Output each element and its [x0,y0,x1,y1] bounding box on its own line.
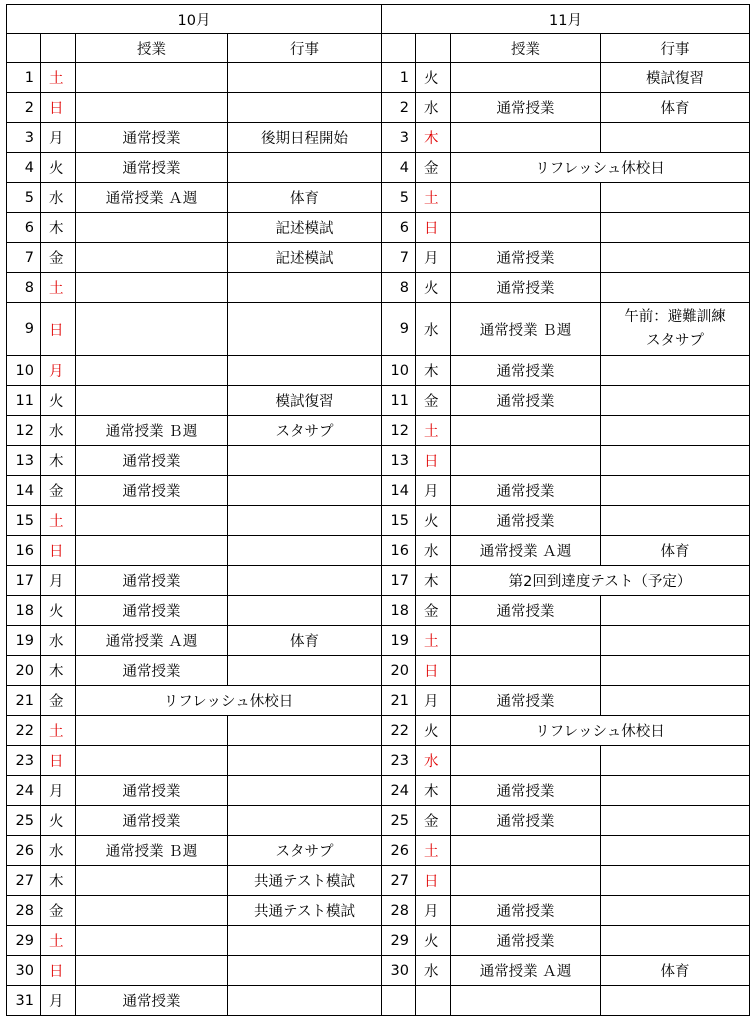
day-number: 25 [7,806,41,836]
event-cell [228,986,382,1016]
event-cell [228,273,382,303]
class-cell [451,836,601,866]
calendar-row [7,213,750,243]
event-cell [601,656,750,686]
day-number: 5 [7,183,41,213]
calendar-row [7,93,750,123]
class-cell: 通常授業 Ｂ週 [451,303,601,356]
event-cell [601,303,750,356]
class-cell: 通常授業 [76,153,228,183]
class-cell [76,356,228,386]
class-cell [76,746,228,776]
header-blank [416,34,451,63]
day-of-week: 木 [416,776,451,806]
calendar-row [7,63,750,93]
calendar-row [7,183,750,213]
class-cell [451,746,601,776]
class-cell: 通常授業 [76,776,228,806]
day-of-week: 木 [41,656,76,686]
event-cell [601,596,750,626]
day-number: 21 [382,686,416,716]
day-of-week: 水 [41,836,76,866]
day-number: 11 [382,386,416,416]
day-of-week: 火 [416,716,451,746]
day-number: 10 [382,356,416,386]
event-cell [228,506,382,536]
event-cell [601,746,750,776]
day-number: 24 [7,776,41,806]
event-cell: 記述模試 [228,243,382,273]
event-cell [228,656,382,686]
column-header-class: 授業 [76,34,228,63]
calendar-row [7,446,750,476]
header-blank [382,34,416,63]
class-cell [451,123,601,153]
event-cell [228,716,382,746]
day-of-week: 金 [416,153,451,183]
calendar-row [7,746,750,776]
event-cell [228,446,382,476]
day-of-week: 月 [416,476,451,506]
day-of-week: 日 [41,746,76,776]
day-of-week: 月 [416,686,451,716]
day-of-week: 火 [416,926,451,956]
day-of-week: 木 [41,446,76,476]
event-cell [601,686,750,716]
day-of-week: 水 [416,956,451,986]
day-of-week: 水 [416,93,451,123]
day-number: 24 [382,776,416,806]
day-of-week: 水 [41,416,76,446]
class-cell: 通常授業 [451,476,601,506]
day-of-week: 月 [416,896,451,926]
day-of-week: 日 [41,536,76,566]
day-of-week: 日 [416,446,451,476]
event-cell [228,596,382,626]
day-number: 20 [7,656,41,686]
calendar-row [7,566,750,596]
class-cell [451,416,601,446]
class-cell: 通常授業 [76,986,228,1016]
event-cell [228,63,382,93]
class-cell: 通常授業 [451,926,601,956]
calendar-row [7,416,750,446]
class-cell [76,926,228,956]
event-cell [601,273,750,303]
day-number: 27 [7,866,41,896]
day-number: 23 [7,746,41,776]
class-cell: 通常授業 Ａ週 [76,626,228,656]
empty-cell [382,986,416,1016]
day-of-week: 火 [41,806,76,836]
day-number: 28 [382,896,416,926]
day-of-week: 火 [416,63,451,93]
calendar-row [7,123,750,153]
day-number: 2 [7,93,41,123]
day-number: 3 [382,123,416,153]
event-cell [601,776,750,806]
day-number: 1 [7,63,41,93]
class-cell: 通常授業 [451,273,601,303]
day-number: 3 [7,123,41,153]
month-title: 10月 [7,5,382,34]
event-cell [228,746,382,776]
class-cell [76,273,228,303]
day-of-week: 月 [41,566,76,596]
day-number: 26 [7,836,41,866]
calendar-row [7,536,750,566]
day-number: 28 [7,896,41,926]
class-cell [76,506,228,536]
class-cell: 通常授業 [76,656,228,686]
day-number: 30 [7,956,41,986]
class-cell [76,93,228,123]
event-cell: スタサプ [228,416,382,446]
event-cell [228,303,382,356]
day-of-week: 土 [41,926,76,956]
empty-cell [416,986,451,1016]
day-number: 17 [7,566,41,596]
day-of-week: 日 [416,656,451,686]
class-cell: 通常授業 [76,446,228,476]
day-number: 29 [7,926,41,956]
class-cell: 通常授業 [451,386,601,416]
event-cell [601,896,750,926]
event-cell [601,926,750,956]
event-cell [228,566,382,596]
day-of-week: 月 [41,986,76,1016]
class-cell: 通常授業 Ａ週 [451,536,601,566]
calendar-row [7,926,750,956]
day-number: 17 [382,566,416,596]
day-of-week: 木 [416,356,451,386]
event-cell [601,446,750,476]
day-of-week: 水 [416,303,451,356]
class-cell [451,213,601,243]
event-cell [601,356,750,386]
day-of-week: 木 [41,866,76,896]
calendar-row [7,806,750,836]
day-number: 11 [7,386,41,416]
day-of-week: 金 [41,243,76,273]
calendar-row [7,956,750,986]
event-cell [601,806,750,836]
class-cell [451,446,601,476]
class-cell: 通常授業 [451,93,601,123]
day-of-week: 金 [416,386,451,416]
event-cell [601,213,750,243]
merged-event-cell: リフレッシュ休校日 [76,686,382,716]
event-cell [228,536,382,566]
class-cell: 通常授業 [76,476,228,506]
class-cell [451,656,601,686]
event-cell: 体育 [601,956,750,986]
day-of-week: 木 [416,566,451,596]
calendar-row [7,243,750,273]
column-header-class: 授業 [451,34,601,63]
class-cell: 通常授業 [76,566,228,596]
class-cell: 通常授業 [451,776,601,806]
day-of-week: 火 [41,596,76,626]
day-number: 13 [382,446,416,476]
class-cell [76,956,228,986]
event-cell [228,926,382,956]
class-cell: 通常授業 [451,356,601,386]
class-cell [451,626,601,656]
class-cell [451,866,601,896]
day-of-week: 日 [416,213,451,243]
day-of-week: 土 [416,416,451,446]
day-of-week: 月 [41,776,76,806]
day-of-week: 土 [41,63,76,93]
class-cell [451,63,601,93]
calendar-row [7,716,750,746]
day-of-week: 木 [416,123,451,153]
event-cell: 後期日程開始 [228,123,382,153]
day-number: 1 [382,63,416,93]
event-cell [601,866,750,896]
day-of-week: 土 [41,506,76,536]
day-number: 15 [7,506,41,536]
event-cell [228,776,382,806]
class-cell [76,536,228,566]
event-cell [228,356,382,386]
day-of-week: 土 [416,836,451,866]
event-cell [601,183,750,213]
day-number: 18 [7,596,41,626]
day-of-week: 土 [41,716,76,746]
event-cell [601,123,750,153]
calendar-row [7,476,750,506]
day-of-week: 日 [416,866,451,896]
event-cell: 体育 [228,626,382,656]
class-cell [76,386,228,416]
calendar-row [7,656,750,686]
day-of-week: 金 [416,596,451,626]
day-of-week: 水 [41,626,76,656]
day-number: 6 [7,213,41,243]
day-of-week: 水 [41,183,76,213]
day-of-week: 月 [41,356,76,386]
day-of-week: 金 [41,476,76,506]
event-cell [601,836,750,866]
day-number: 23 [382,746,416,776]
day-number: 9 [382,303,416,356]
event-cell [228,93,382,123]
empty-cell [451,986,601,1016]
event-line: 午前：避難訓練 [624,309,726,325]
day-number: 30 [382,956,416,986]
header-blank [7,34,41,63]
event-cell: 共通テスト模試 [228,896,382,926]
event-cell [228,806,382,836]
event-cell: 体育 [601,536,750,566]
day-number: 7 [7,243,41,273]
day-number: 14 [382,476,416,506]
class-cell [76,896,228,926]
class-cell [76,716,228,746]
class-cell [76,213,228,243]
day-of-week: 日 [41,303,76,356]
event-line: スタサプ [646,333,704,349]
calendar-row [7,836,750,866]
class-cell: 通常授業 Ｂ週 [76,836,228,866]
day-number: 27 [382,866,416,896]
class-cell [76,63,228,93]
day-number: 9 [7,303,41,356]
class-cell: 通常授業 Ａ週 [76,183,228,213]
event-cell [601,243,750,273]
day-number: 31 [7,986,41,1016]
calendar-row [7,776,750,806]
day-number: 25 [382,806,416,836]
day-of-week: 水 [416,746,451,776]
class-cell [76,866,228,896]
day-of-week: 水 [416,536,451,566]
day-number: 19 [7,626,41,656]
day-of-week: 土 [416,626,451,656]
day-number: 16 [7,536,41,566]
day-number: 4 [382,153,416,183]
calendar-row [7,986,750,1016]
class-cell: 通常授業 Ｂ週 [76,416,228,446]
event-cell [601,476,750,506]
class-cell: 通常授業 [451,596,601,626]
day-number: 18 [382,596,416,626]
day-number: 29 [382,926,416,956]
month-title: 11月 [382,5,750,34]
event-cell [601,506,750,536]
column-header-event: 行事 [228,34,382,63]
event-cell: 模試復習 [601,63,750,93]
event-cell [228,476,382,506]
merged-event-cell: リフレッシュ休校日 [451,153,750,183]
day-number: 16 [382,536,416,566]
school-calendar-table [6,4,750,1016]
event-cell [601,626,750,656]
day-number: 10 [7,356,41,386]
day-number: 15 [382,506,416,536]
calendar-row [7,153,750,183]
calendar-row [7,896,750,926]
day-number: 8 [7,273,41,303]
calendar-row [7,273,750,303]
day-number: 22 [382,716,416,746]
class-cell: 通常授業 [451,686,601,716]
event-cell [601,416,750,446]
day-of-week: 土 [41,273,76,303]
calendar-row [7,596,750,626]
day-number: 13 [7,446,41,476]
calendar-row [7,386,750,416]
day-of-week: 火 [41,386,76,416]
calendar-row [7,303,750,356]
day-number: 22 [7,716,41,746]
calendar-row [7,866,750,896]
class-cell: 通常授業 [451,896,601,926]
calendar-row [7,626,750,656]
day-of-week: 木 [41,213,76,243]
calendar-row [7,686,750,716]
merged-event-cell: リフレッシュ休校日 [451,716,750,746]
day-number: 6 [382,213,416,243]
event-cell: 体育 [228,183,382,213]
calendar-row [7,506,750,536]
class-cell [76,243,228,273]
event-cell: 共通テスト模試 [228,866,382,896]
event-cell: 記述模試 [228,213,382,243]
class-cell [76,303,228,356]
day-number: 20 [382,656,416,686]
event-cell [228,153,382,183]
day-of-week: 金 [416,806,451,836]
column-header-event: 行事 [601,34,750,63]
day-number: 2 [382,93,416,123]
day-of-week: 日 [41,93,76,123]
class-cell: 通常授業 [76,123,228,153]
class-cell [451,183,601,213]
empty-cell [601,986,750,1016]
day-of-week: 火 [416,273,451,303]
class-cell: 通常授業 [76,596,228,626]
day-of-week: 火 [416,506,451,536]
day-number: 5 [382,183,416,213]
event-cell: スタサプ [228,836,382,866]
class-cell: 通常授業 Ａ週 [451,956,601,986]
day-of-week: 月 [41,123,76,153]
day-number: 7 [382,243,416,273]
day-of-week: 日 [41,956,76,986]
event-cell [601,386,750,416]
class-cell: 通常授業 [76,806,228,836]
day-number: 14 [7,476,41,506]
day-number: 4 [7,153,41,183]
event-cell: 模試復習 [228,386,382,416]
day-of-week: 月 [416,243,451,273]
day-number: 12 [382,416,416,446]
day-of-week: 金 [41,896,76,926]
calendar-row [7,356,750,386]
day-number: 8 [382,273,416,303]
class-cell: 通常授業 [451,806,601,836]
class-cell: 通常授業 [451,506,601,536]
day-of-week: 土 [416,183,451,213]
class-cell: 通常授業 [451,243,601,273]
day-number: 12 [7,416,41,446]
day-of-week: 金 [41,686,76,716]
day-number: 26 [382,836,416,866]
header-blank [41,34,76,63]
month-header-row [7,5,750,34]
event-cell [228,956,382,986]
event-cell: 体育 [601,93,750,123]
column-header-row [7,34,750,63]
day-number: 21 [7,686,41,716]
day-number: 19 [382,626,416,656]
day-of-week: 火 [41,153,76,183]
merged-event-cell: 第2回到達度テスト（予定） [451,566,750,596]
